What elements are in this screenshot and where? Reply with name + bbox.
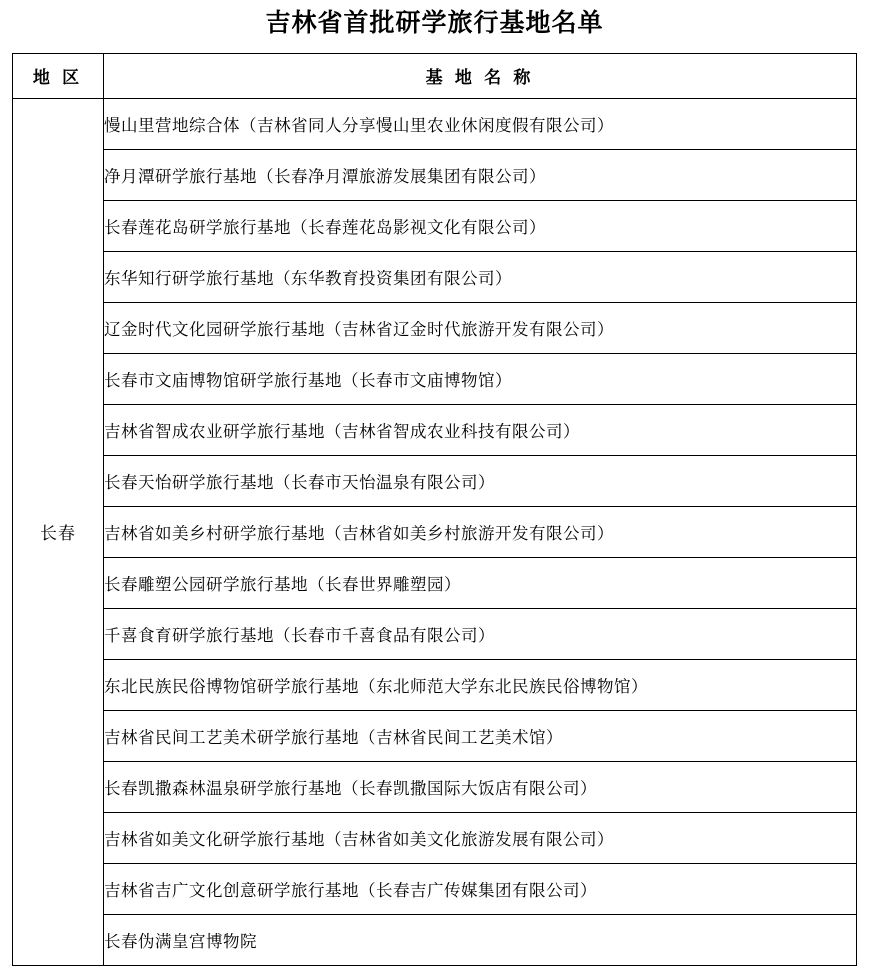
base-name-cell: 长春雕塑公园研学旅行基地（长春世界雕塑园） <box>104 557 857 608</box>
table-header-row <box>13 53 857 98</box>
page-title: 吉林省首批研学旅行基地名单 <box>265 10 604 37</box>
base-name-cell: 慢山里营地综合体（吉林省同人分享慢山里农业休闲度假有限公司） <box>104 98 857 149</box>
table-row <box>13 353 857 404</box>
base-name-cell: 东华知行研学旅行基地（东华教育投资集团有限公司） <box>104 251 857 302</box>
base-name-cell: 东北民族民俗博物馆研学旅行基地（东北师范大学东北民族民俗博物馆） <box>104 659 857 710</box>
base-name-cell: 吉林省如美乡村研学旅行基地（吉林省如美乡村旅游开发有限公司） <box>104 506 857 557</box>
base-name-cell: 长春莲花岛研学旅行基地（长春莲花岛影视文化有限公司） <box>104 200 857 251</box>
table-row <box>13 914 857 965</box>
base-name-cell: 吉林省民间工艺美术研学旅行基地（吉林省民间工艺美术馆） <box>104 710 857 761</box>
table-row <box>13 98 857 149</box>
table-body <box>13 98 857 965</box>
table-row <box>13 200 857 251</box>
base-name-cell: 长春伪满皇宫博物院 <box>104 914 857 965</box>
table-row <box>13 557 857 608</box>
base-name-cell: 长春凯撒森林温泉研学旅行基地（长春凯撒国际大饭店有限公司） <box>104 761 857 812</box>
table-row <box>13 812 857 863</box>
table-row <box>13 455 857 506</box>
column-header-region: 地 区 <box>13 53 104 98</box>
table-row <box>13 659 857 710</box>
base-name-cell: 千喜食育研学旅行基地（长春市千喜食品有限公司） <box>104 608 857 659</box>
table-row <box>13 251 857 302</box>
base-name-cell: 吉林省如美文化研学旅行基地（吉林省如美文化旅游发展有限公司） <box>104 812 857 863</box>
table-row <box>13 302 857 353</box>
table-row <box>13 608 857 659</box>
base-name-cell: 辽金时代文化园研学旅行基地（吉林省辽金时代旅游开发有限公司） <box>104 302 857 353</box>
table-row <box>13 404 857 455</box>
research-base-table <box>12 53 857 966</box>
base-name-cell: 吉林省智成农业研学旅行基地（吉林省智成农业科技有限公司） <box>104 404 857 455</box>
table-row <box>13 863 857 914</box>
base-name-cell: 长春市文庙博物馆研学旅行基地（长春市文庙博物馆） <box>104 353 857 404</box>
table-row <box>13 710 857 761</box>
base-name-cell: 长春天怡研学旅行基地（长春市天怡温泉有限公司） <box>104 455 857 506</box>
table-row <box>13 761 857 812</box>
column-header-base-name: 基 地 名 称 <box>104 53 857 98</box>
base-name-cell: 净月潭研学旅行基地（长春净月潭旅游发展集团有限公司） <box>104 149 857 200</box>
table-row <box>13 506 857 557</box>
table-row <box>13 149 857 200</box>
region-cell: 长春 <box>13 98 104 965</box>
table-header <box>13 53 857 98</box>
base-name-cell: 吉林省吉广文化创意研学旅行基地（长春吉广传媒集团有限公司） <box>104 863 857 914</box>
